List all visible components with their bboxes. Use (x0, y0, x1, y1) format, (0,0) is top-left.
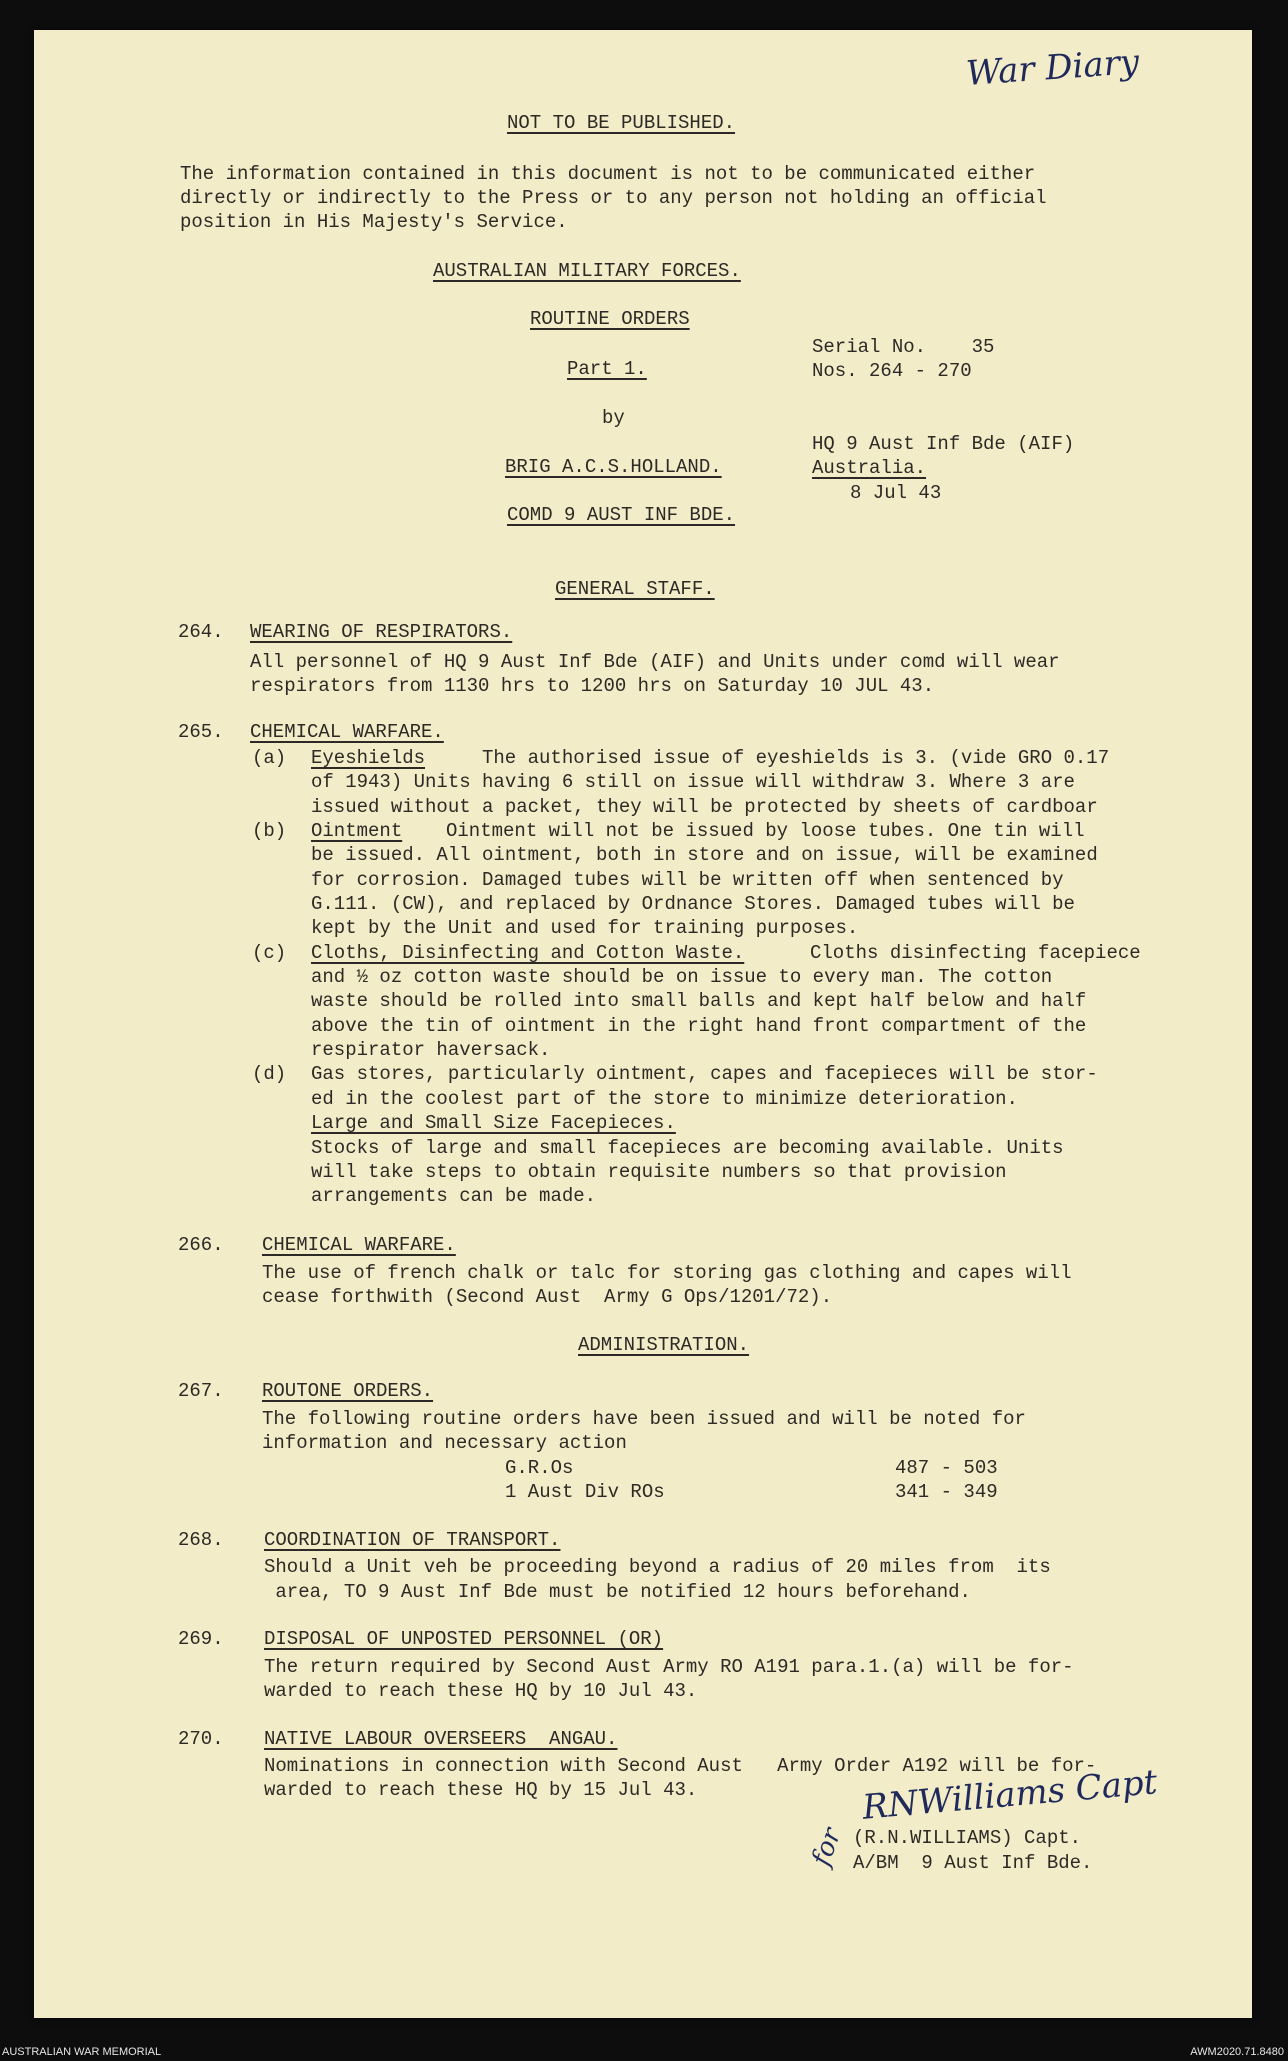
order-265-d-label: (d) (252, 1063, 287, 1085)
order-265-a-line-2: of 1943) Units having 6 still on issue will withdraw 3. Where 3 are (311, 771, 1075, 793)
order-265-b-line-4: G.111. (CW), and replaced by Ordnance Stores. Damaged tubes will be (311, 893, 1075, 915)
order-267-line-1: The following routine orders have been issued and will be noted for (262, 1408, 1026, 1430)
order-265-a-line-3: issued without a packet, they will be protected by sheets of cardboar (311, 796, 1098, 818)
order-264-number: 264. (178, 621, 224, 643)
order-264-line-1: All personnel of HQ 9 Aust Inf Bde (AIF) and Units under comd will wear (250, 651, 1060, 673)
order-268-title: COORDINATION OF TRANSPORT. (264, 1529, 561, 1551)
document-date: 8 Jul 43 (850, 482, 942, 504)
order-267-table-value-1: 487 - 503 (895, 1457, 998, 1479)
location-line: Australia. (812, 457, 927, 479)
signatory-name: (R.N.WILLIAMS) Capt. (853, 1827, 1082, 1849)
order-265-c-line-2: and ½ oz cotton waste should be on issue to every man. The cotton (311, 966, 1053, 988)
order-269-line-1: The return required by Second Aust Army RO A191 para.1.(a) will be for- (264, 1656, 1074, 1678)
administration-heading: ADMINISTRATION. (578, 1334, 750, 1356)
signatory-role: A/BM 9 Aust Inf Bde. (853, 1852, 1093, 1874)
order-265-d-line-2: ed in the coolest part of the store to minimize deterioration. (311, 1088, 1018, 1110)
order-266-number: 266. (178, 1234, 224, 1256)
order-265-c-line-5: respirator haversack. (311, 1039, 551, 1061)
order-265-a-heading: Eyeshields (311, 747, 426, 769)
order-270-line-1: Nominations in connection with Second Aust Army Order A192 will be for- (264, 1755, 1097, 1777)
order-265-c-line-4: above the tin of ointment in the right hand front compartment of the (311, 1015, 1087, 1037)
order-267-number: 267. (178, 1380, 224, 1402)
author-name: BRIG A.C.S.HOLLAND. (505, 456, 722, 478)
order-265-b-line-2: be issued. All ointment, both in store and on issue, will be examined (311, 844, 1098, 866)
force-heading: AUSTRALIAN MILITARY FORCES. (433, 260, 741, 282)
part-label: Part 1. (567, 358, 647, 380)
order-numbers: Nos. 264 - 270 (812, 360, 972, 382)
order-269-title: DISPOSAL OF UNPOSTED PERSONNEL (OR) (264, 1628, 664, 1650)
order-268-line-1: Should a Unit veh be proceeding beyond a radius of 20 miles from its (264, 1556, 1051, 1578)
order-265-b-line-1: Ointment will not be issued by loose tubes. One tin will (446, 820, 1085, 842)
order-265-b-line-3: for corrosion. Damaged tubes will be written off when sentenced by (311, 869, 1064, 891)
order-265-c-label: (c) (252, 942, 287, 964)
order-269-number: 269. (178, 1628, 224, 1650)
order-265-c-line-1: Cloths disinfecting facepiece (810, 942, 1141, 964)
general-staff-heading: GENERAL STAFF. (555, 578, 715, 600)
notice-line-1: The information contained in this document is not to be communicated either (180, 163, 1036, 185)
order-264-line-2: respirators from 1130 hrs to 1200 hrs on Saturday 10 JUL 43. (250, 675, 935, 697)
order-267-table-label-1: G.R.Os (505, 1457, 574, 1479)
order-265-title: CHEMICAL WARFARE. (250, 721, 444, 743)
order-264-title: WEARING OF RESPIRATORS. (250, 621, 513, 643)
order-270-number: 270. (178, 1728, 224, 1750)
order-265-number: 265. (178, 721, 224, 743)
order-265-d-line-1: Gas stores, particularly ointment, capes and facepieces will be stor- (311, 1063, 1098, 1085)
archive-footer-right: AWM2020.71.8480 (1190, 2046, 1284, 2058)
order-265-d-heading: Large and Small Size Facepieces. (311, 1112, 676, 1134)
handwritten-for: for (806, 1824, 848, 1870)
archive-footer-left: AUSTRALIAN WAR MEMORIAL (2, 2046, 162, 2058)
handwritten-war-diary-note: War Diary (964, 42, 1141, 94)
by-label: by (602, 407, 625, 429)
notice-line-3: position in His Majesty's Service. (180, 211, 568, 233)
order-265-a-label: (a) (252, 747, 287, 769)
order-265-d-line-3: Stocks of large and small facepieces are becoming available. Units (311, 1137, 1064, 1159)
order-268-line-2: area, TO 9 Aust Inf Bde must be notified 12 hours beforehand. (264, 1581, 971, 1603)
handwritten-signature: RNWilliams Capt (860, 1762, 1159, 1828)
order-266-line-2: cease forthwith (Second Aust Army G Ops/1201/72). (262, 1286, 833, 1308)
order-265-b-line-5: kept by the Unit and used for training purposes. (311, 917, 859, 939)
order-269-line-2: warded to reach these HQ by 10 Jul 43. (264, 1680, 698, 1702)
notice-line-2: directly or indirectly to the Press or to any person not holding an official (180, 187, 1047, 209)
order-265-b-label: (b) (252, 820, 287, 842)
order-268-number: 268. (178, 1529, 224, 1551)
order-270-title: NATIVE LABOUR OVERSEERS ANGAU. (264, 1728, 618, 1750)
order-266-line-1: The use of french chalk or talc for storing gas clothing and capes will (262, 1262, 1072, 1284)
order-265-a-line-1: The authorised issue of eyeshields is 3. (vide GRO 0.17 (482, 747, 1110, 769)
author-role: COMD 9 AUST INF BDE. (507, 504, 736, 526)
order-265-d-line-4: will take steps to obtain requisite numbers so that provision (311, 1161, 1007, 1183)
order-270-line-2: warded to reach these HQ by 15 Jul 43. (264, 1779, 698, 1801)
restriction-heading: NOT TO BE PUBLISHED. (507, 112, 736, 134)
order-267-table-label-2: 1 Aust Div ROs (505, 1481, 665, 1503)
order-265-c-line-3: waste should be rolled into small balls and kept half below and half (311, 990, 1087, 1012)
order-267-title: ROUTONE ORDERS. (262, 1380, 434, 1402)
order-267-table-value-2: 341 - 349 (895, 1481, 998, 1503)
serial-number: Serial No. 35 (812, 336, 995, 358)
order-265-c-heading: Cloths, Disinfecting and Cotton Waste. (311, 942, 745, 964)
order-267-line-2: information and necessary action (262, 1432, 627, 1454)
order-265-d-line-5: arrangements can be made. (311, 1185, 597, 1207)
order-266-title: CHEMICAL WARFARE. (262, 1234, 456, 1256)
doc-type-heading: ROUTINE ORDERS (530, 308, 690, 330)
hq-line: HQ 9 Aust Inf Bde (AIF) (812, 433, 1075, 455)
order-265-b-heading: Ointment (311, 820, 403, 842)
